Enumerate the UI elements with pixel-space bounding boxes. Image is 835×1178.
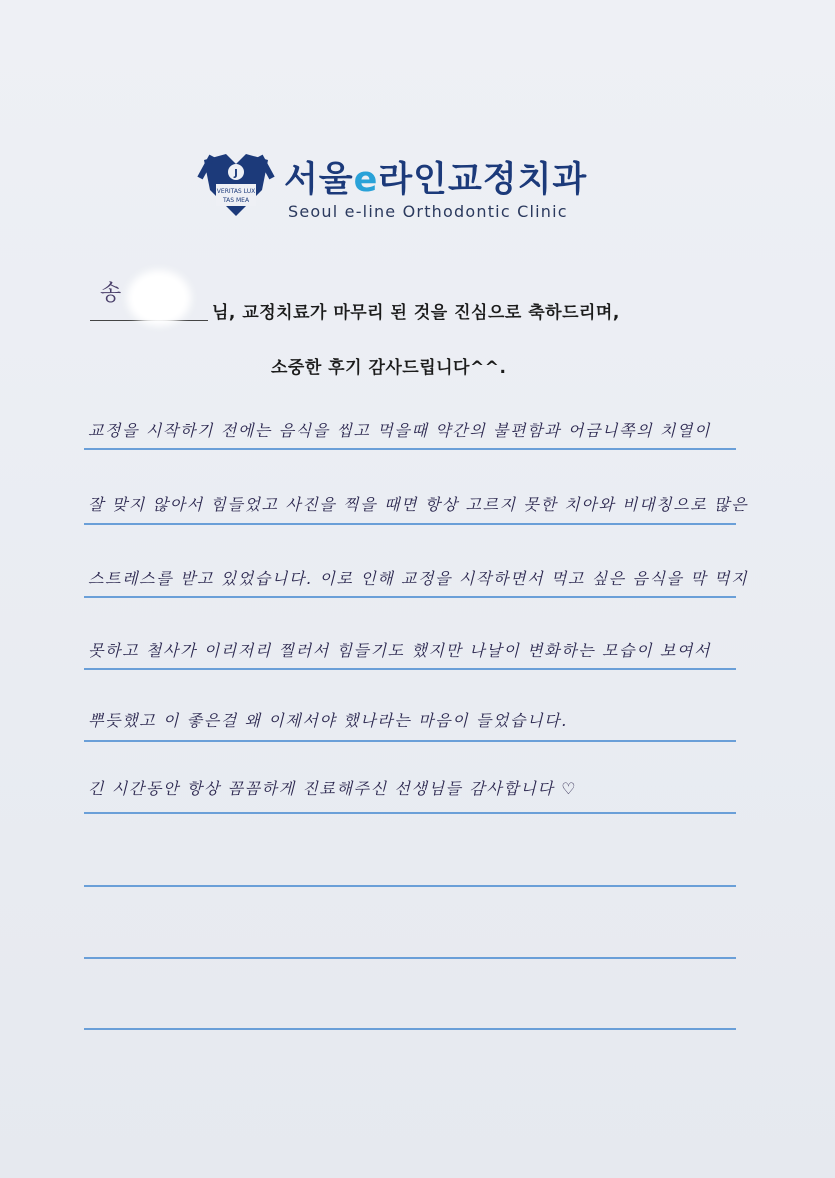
brand-line-clinic: 라인교정치과 xyxy=(378,160,588,200)
ruled-line xyxy=(84,668,736,670)
greeting-line-2: 소중한 후기 감사드립니다^^. xyxy=(271,358,507,378)
patient-name-handwritten: 송 xyxy=(100,281,122,306)
clinic-name-english: Seoul e-line Orthodontic Clinic xyxy=(288,202,568,221)
ruled-line xyxy=(84,812,736,814)
letter-line: 교정을 시작하기 전에는 음식을 씹고 먹을때 약간의 불편함과 어금니쪽의 치열이 xyxy=(88,421,712,440)
svg-text:VERITAS LUX: VERITAS LUX xyxy=(216,188,256,195)
ruled-line xyxy=(84,885,736,887)
letter-line: 뿌듯했고 이 좋은걸 왜 이제서야 했나라는 마음이 들었습니다. xyxy=(88,711,568,730)
svg-text:TAS MEA: TAS MEA xyxy=(222,197,250,204)
ruled-line xyxy=(84,448,736,450)
letter-line: 잘 맞지 않아서 힘들었고 사진을 찍을 때면 항상 고르지 못한 치아와 비대칭으로 많은 xyxy=(88,495,749,514)
ruled-line xyxy=(84,523,736,525)
ruled-line xyxy=(84,740,736,742)
greeting-line-1: 님, 교정치료가 마무리 된 것을 진심으로 축하드리며, xyxy=(212,303,620,323)
letter-line: 못하고 철사가 이리저리 찔러서 힘들기도 했지만 나날이 변화하는 모습이 보여서 xyxy=(88,641,712,660)
redacted-name-blur xyxy=(133,276,185,320)
brand-e-logo: e xyxy=(353,160,379,200)
clinic-name-korean xyxy=(284,152,587,202)
brand-seoul: 서울 xyxy=(284,160,354,200)
ruled-line xyxy=(84,596,736,598)
svg-text:J: J xyxy=(234,168,238,179)
letter-line: 긴 시간동안 항상 꼼꼼하게 진료해주신 선생님들 감사합니다 ♡ xyxy=(88,779,578,798)
clinic-header xyxy=(196,150,636,230)
letter-line: 스트레스를 받고 있었습니다. 이로 인해 교정을 시작하면서 먹고 싶은 음식을 막 먹지 xyxy=(88,569,749,588)
ruled-line xyxy=(84,1028,736,1030)
ruled-line xyxy=(84,957,736,959)
university-seal-logo xyxy=(196,150,276,222)
